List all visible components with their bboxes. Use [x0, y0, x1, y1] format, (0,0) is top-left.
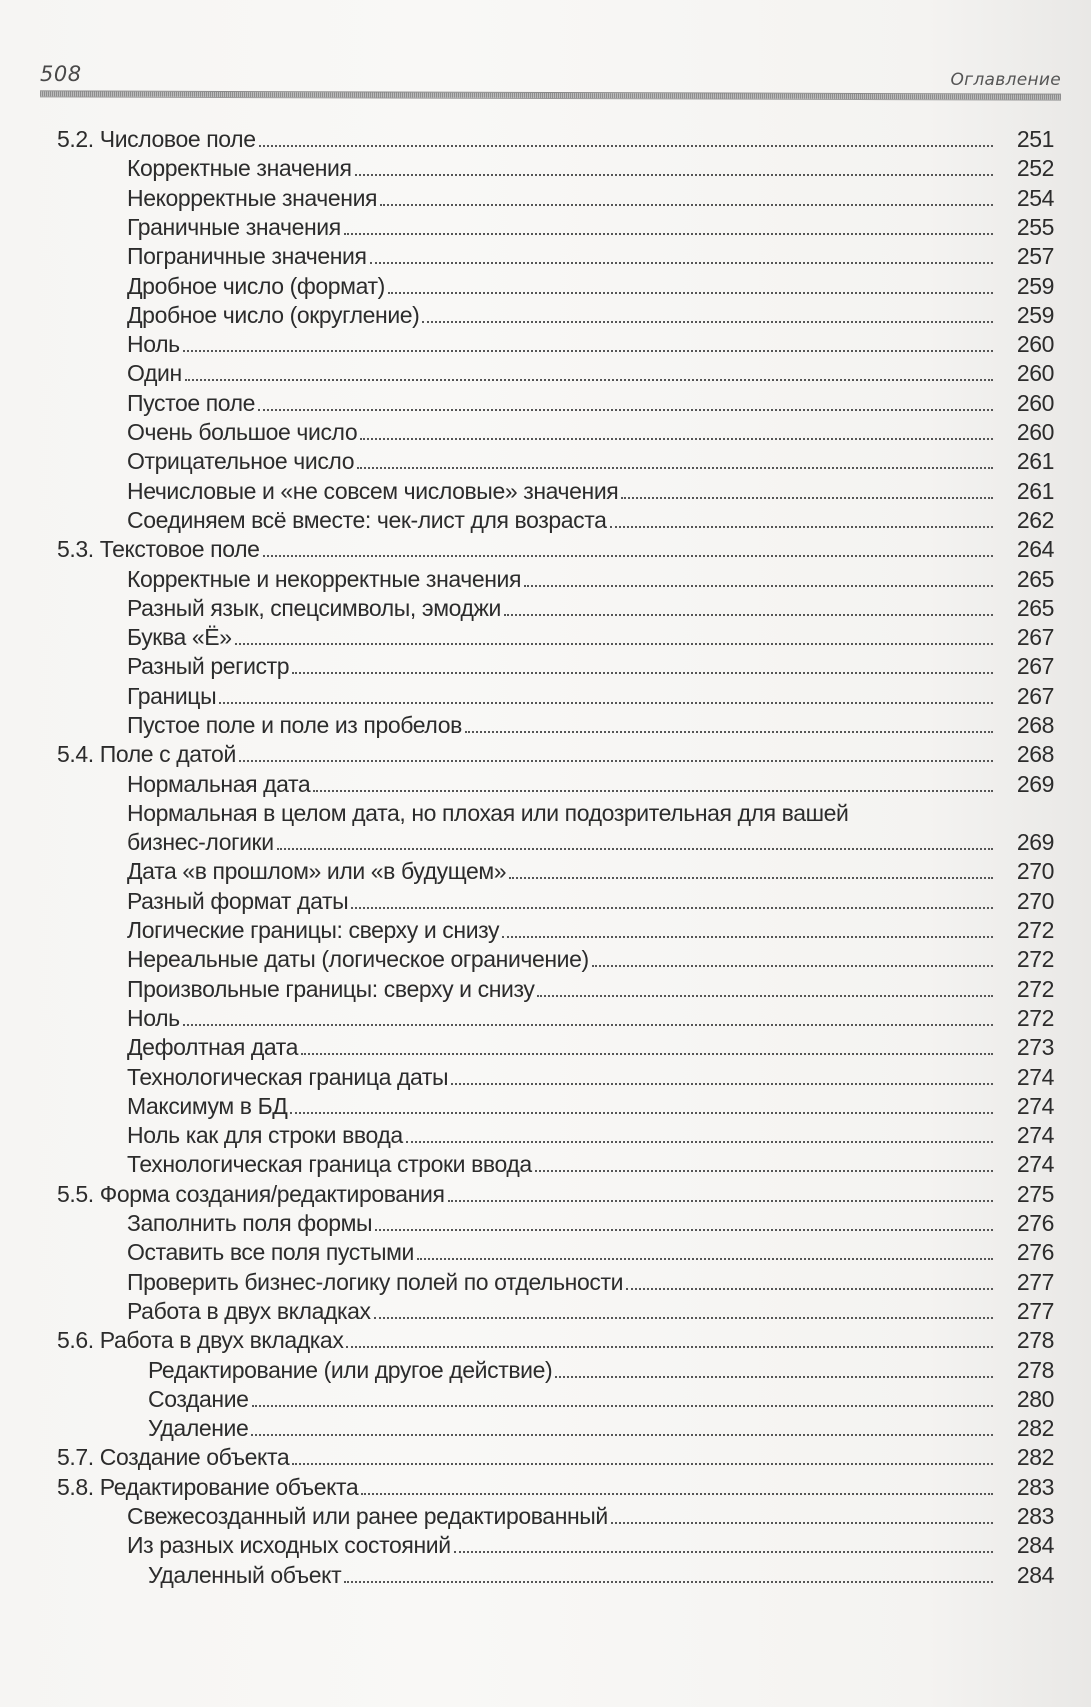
dot-leader	[183, 1023, 993, 1026]
toc-section-entry[interactable]	[0, 535, 1054, 564]
toc-section-entry[interactable]	[0, 125, 1054, 154]
dot-leader	[610, 525, 993, 528]
entry-title: Соединяем всё вместе: чек-лист для возраста	[127, 507, 607, 533]
page-reference: 278	[1016, 1327, 1054, 1353]
dot-leader	[239, 759, 993, 762]
section-number: 5.5.	[57, 1181, 94, 1207]
toc-subsection-entry[interactable]	[0, 242, 1054, 271]
entry-title: Произвольные границы: сверху и снизу	[127, 976, 535, 1002]
page-reference: 267	[1016, 683, 1054, 709]
toc-subsection-entry[interactable]	[0, 1150, 1054, 1179]
section-number: 5.7.	[57, 1444, 94, 1470]
toc-subsection-entry[interactable]	[0, 184, 1054, 213]
dot-leader	[219, 701, 993, 704]
toc-subsection-entry[interactable]	[0, 213, 1054, 242]
dot-leader	[621, 496, 993, 499]
page-reference: 280	[1016, 1386, 1054, 1412]
dot-leader	[555, 1375, 993, 1378]
dot-leader	[290, 1111, 993, 1114]
toc-subsection-entry[interactable]	[0, 623, 1054, 652]
page-reference: 265	[1016, 566, 1054, 592]
entry-title: Проверить бизнес-логику полей по отдельности	[127, 1269, 624, 1295]
entry-title: Логические границы: сверху и снизу	[127, 917, 500, 943]
dot-leader	[380, 203, 993, 206]
page-reference: 274	[1016, 1122, 1054, 1148]
page-reference: 260	[1016, 419, 1054, 445]
page-reference: 267	[1016, 653, 1054, 679]
page-reference: 283	[1016, 1503, 1054, 1529]
entry-title: Пустое поле	[127, 390, 256, 416]
entry-title: Разный формат даты	[127, 888, 349, 914]
entry-title: Нереальные даты (логическое ограничение)	[127, 946, 589, 972]
entry-title: Максимум в БД	[127, 1093, 288, 1119]
section-number: 5.8.	[57, 1474, 94, 1500]
page-reference: 260	[1016, 390, 1054, 416]
dot-leader	[313, 789, 993, 792]
entry-title: Удаленный объект	[148, 1562, 342, 1588]
entry-title: Поле с датой	[99, 741, 236, 767]
toc-subsection-entry[interactable]	[0, 1238, 1054, 1267]
toc-section-entry[interactable]	[0, 1326, 1054, 1355]
page-reference: 262	[1016, 507, 1054, 533]
dot-leader	[592, 964, 993, 967]
entry-title: бизнес-логики	[127, 829, 274, 855]
toc-subsection-entry[interactable]	[0, 828, 1054, 857]
dot-leader	[451, 1082, 993, 1085]
entry-title: Удаление	[148, 1415, 249, 1441]
dot-leader	[292, 671, 993, 674]
entry-title: Форма создания/редактирования	[99, 1181, 445, 1207]
dot-leader	[370, 261, 993, 264]
entry-title: Технологическая граница даты	[127, 1064, 449, 1090]
toc-subsection-entry[interactable]	[0, 1297, 1054, 1326]
page-reference: 272	[1016, 976, 1054, 1002]
entry-title: Заполнить поля формы	[127, 1210, 373, 1236]
dot-leader	[361, 1492, 993, 1495]
dot-leader	[417, 1257, 993, 1260]
page-reference: 283	[1016, 1474, 1054, 1500]
toc-entry-title-line1: Нормальная в целом дата, но плохая или подозрительная для вашей	[127, 800, 849, 826]
dot-leader	[448, 1199, 994, 1202]
toc-subsection-entry[interactable]	[0, 359, 1054, 388]
entry-title: Пустое поле и поле из пробелов	[127, 712, 462, 738]
dot-leader	[374, 1316, 993, 1319]
entry-title: Ноль	[127, 1005, 180, 1031]
toc-subsection-entry[interactable]	[0, 1121, 1054, 1150]
page-reference: 261	[1016, 448, 1054, 474]
dot-leader	[263, 554, 994, 557]
section-number: 5.4.	[57, 741, 94, 767]
dot-leader	[504, 613, 993, 616]
entry-title: Пограничные значения	[127, 243, 367, 269]
toc-subsection-entry[interactable]	[0, 418, 1054, 447]
toc-subsection-entry[interactable]	[0, 1004, 1054, 1033]
page-reference: 255	[1016, 214, 1054, 240]
toc-section-entry[interactable]	[0, 740, 1054, 769]
entry-title: Корректные и некорректные значения	[127, 566, 522, 592]
entry-title: Один	[127, 360, 182, 386]
entry-title: Числовое поле	[99, 126, 256, 152]
toc-subsection-entry[interactable]	[0, 1268, 1054, 1297]
page-reference: 274	[1016, 1064, 1054, 1090]
page-reference: 269	[1016, 829, 1054, 855]
page-reference: 261	[1016, 478, 1054, 504]
running-header	[40, 56, 1061, 102]
dot-leader	[259, 144, 993, 147]
toc-section-entry[interactable]	[0, 1443, 1054, 1472]
entry-title: Разный язык, спецсимволы, эмоджи	[127, 595, 501, 621]
toc-subsection-entry[interactable]	[0, 975, 1054, 1004]
entry-title: Технологическая граница строки ввода	[127, 1151, 532, 1177]
entry-title: Некорректные значения	[127, 185, 378, 211]
entry-title: Нечисловые и «не совсем числовые» значения	[127, 478, 619, 504]
page-reference: 268	[1016, 712, 1054, 738]
page-reference: 277	[1016, 1298, 1054, 1324]
toc-section-entry[interactable]	[0, 1180, 1054, 1209]
page-number: 508	[40, 62, 82, 86]
page-reference: 272	[1016, 917, 1054, 943]
page-reference: 257	[1016, 243, 1054, 269]
toc-subsection-entry[interactable]	[0, 682, 1054, 711]
toc-subsection-entry[interactable]	[0, 1092, 1054, 1121]
entry-title: Очень большое число	[127, 419, 358, 445]
toc-subsection-entry[interactable]	[0, 565, 1054, 594]
entry-title: Граничные значения	[127, 214, 341, 240]
dot-leader	[351, 906, 993, 909]
dot-leader	[183, 349, 993, 352]
toc-subsection-entry[interactable]	[0, 506, 1054, 535]
entry-title: Работа в двух вкладках	[99, 1327, 344, 1353]
page-reference: 274	[1016, 1151, 1054, 1177]
toc-subsection-entry[interactable]	[0, 447, 1054, 476]
page-reference: 272	[1016, 946, 1054, 972]
dot-leader	[535, 1169, 993, 1172]
toc-subsection-entry[interactable]	[0, 330, 1054, 359]
section-number: 5.2.	[57, 126, 94, 152]
page-reference: 270	[1016, 888, 1054, 914]
dot-leader	[524, 584, 993, 587]
entry-title: Отрицательное число	[127, 448, 355, 474]
toc-subsection-entry[interactable]	[0, 1209, 1054, 1238]
page-reference: 268	[1016, 741, 1054, 767]
dot-leader	[465, 730, 993, 733]
dot-leader	[611, 1521, 993, 1524]
entry-title: Ноль как для строки ввода	[127, 1122, 403, 1148]
page-reference: 277	[1016, 1269, 1054, 1295]
page-reference: 269	[1016, 771, 1054, 797]
page-reference: 260	[1016, 331, 1054, 357]
toc-subsection-entry[interactable]	[0, 770, 1054, 799]
toc-subsection-entry[interactable]	[0, 887, 1054, 916]
page-reference: 251	[1016, 126, 1054, 152]
toc-subsection-entry[interactable]	[0, 1561, 1054, 1590]
dot-leader	[360, 437, 993, 440]
entry-title: Дефолтная дата	[127, 1034, 299, 1060]
entry-title: Дата «в прошлом» или «в будущем»	[127, 858, 507, 884]
entry-title: Создание	[148, 1386, 249, 1412]
dot-leader	[626, 1287, 993, 1290]
toc-subsection-entry[interactable]	[0, 301, 1054, 330]
entry-title: Разный регистр	[127, 653, 290, 679]
entry-title: Дробное число (формат)	[127, 273, 385, 299]
dot-leader	[277, 847, 993, 850]
entry-title: Границы	[127, 683, 217, 709]
entry-title: Из разных исходных состояний	[127, 1532, 451, 1558]
header-rule	[40, 90, 1061, 100]
toc-subsection-entry[interactable]	[0, 389, 1054, 418]
toc-subsection-entry[interactable]	[0, 916, 1054, 945]
toc-subsection-entry[interactable]	[0, 1531, 1054, 1560]
entry-title: Работа в двух вкладках	[127, 1298, 371, 1324]
section-number: 5.3.	[57, 536, 94, 562]
toc-subsection-entry[interactable]	[0, 1033, 1054, 1062]
dot-leader	[537, 994, 993, 997]
entry-title: Создание объекта	[99, 1444, 290, 1470]
dot-leader	[406, 1140, 993, 1143]
entry-title: Оставить все поля пустыми	[127, 1239, 415, 1265]
toc-subsection-entry[interactable]	[0, 1356, 1054, 1385]
entry-title: Ноль	[127, 331, 180, 357]
page-reference: 276	[1016, 1210, 1054, 1236]
toc-subsection-entry[interactable]	[0, 1063, 1054, 1092]
dot-leader	[292, 1462, 993, 1465]
dot-leader	[185, 378, 993, 381]
toc-subsection-entry[interactable]	[0, 1414, 1054, 1443]
page-reference: 260	[1016, 360, 1054, 386]
toc-subsection-entry[interactable]	[0, 711, 1054, 740]
dot-leader	[251, 1433, 993, 1436]
dot-leader	[454, 1550, 993, 1553]
dot-leader	[355, 173, 993, 176]
page-reference: 284	[1016, 1562, 1054, 1588]
dot-leader	[344, 1580, 993, 1583]
entry-title: Редактирование (или другое действие)	[148, 1357, 553, 1383]
page-reference: 270	[1016, 858, 1054, 884]
page-reference: 278	[1016, 1357, 1054, 1383]
dot-leader	[258, 408, 993, 411]
dot-leader	[235, 642, 993, 645]
dot-leader	[422, 320, 993, 323]
toc-subsection-entry[interactable]	[0, 857, 1054, 886]
page-reference: 259	[1016, 302, 1054, 328]
entry-title: Редактирование объекта	[99, 1474, 359, 1500]
toc-subsection-entry[interactable]	[0, 945, 1054, 974]
page-reference: 275	[1016, 1181, 1054, 1207]
page-reference: 252	[1016, 155, 1054, 181]
dot-leader	[301, 1052, 993, 1055]
running-section-title: Оглавление	[950, 70, 1061, 90]
toc-subsection-entry[interactable]	[0, 477, 1054, 506]
entry-title: Свежесозданный или ранее редактированный	[127, 1503, 608, 1529]
dot-leader	[344, 232, 993, 235]
dot-leader	[388, 291, 993, 294]
dot-leader	[346, 1345, 993, 1348]
toc-section-entry[interactable]	[0, 1473, 1054, 1502]
entry-title: Текстовое поле	[99, 536, 260, 562]
dot-leader	[375, 1228, 993, 1231]
page-reference: 259	[1016, 273, 1054, 299]
page-reference: 284	[1016, 1532, 1054, 1558]
dot-leader	[502, 935, 993, 938]
page-reference: 267	[1016, 624, 1054, 650]
page-reference: 272	[1016, 1005, 1054, 1031]
entry-title: Дробное число (округление)	[127, 302, 420, 328]
page-reference: 282	[1016, 1415, 1054, 1441]
dot-leader	[509, 876, 993, 879]
page-reference: 264	[1016, 536, 1054, 562]
toc-subsection-entry[interactable]	[0, 652, 1054, 681]
dot-leader	[252, 1404, 993, 1407]
toc-subsection-entry[interactable]	[0, 272, 1054, 301]
toc-subsection-entry[interactable]	[0, 154, 1054, 183]
page-reference: 265	[1016, 595, 1054, 621]
page-reference: 276	[1016, 1239, 1054, 1265]
page-reference: 273	[1016, 1034, 1054, 1060]
entry-title: Буква «Ё»	[127, 624, 232, 650]
page-reference: 274	[1016, 1093, 1054, 1119]
toc-subsection-entry[interactable]	[0, 1385, 1054, 1414]
page-reference: 282	[1016, 1444, 1054, 1470]
dot-leader	[357, 466, 993, 469]
section-number: 5.6.	[57, 1327, 94, 1353]
page-reference: 254	[1016, 185, 1054, 211]
toc-subsection-entry[interactable]	[0, 594, 1054, 623]
entry-title: Корректные значения	[127, 155, 352, 181]
toc-subsection-entry[interactable]	[0, 1502, 1054, 1531]
entry-title: Нормальная дата	[127, 771, 311, 797]
